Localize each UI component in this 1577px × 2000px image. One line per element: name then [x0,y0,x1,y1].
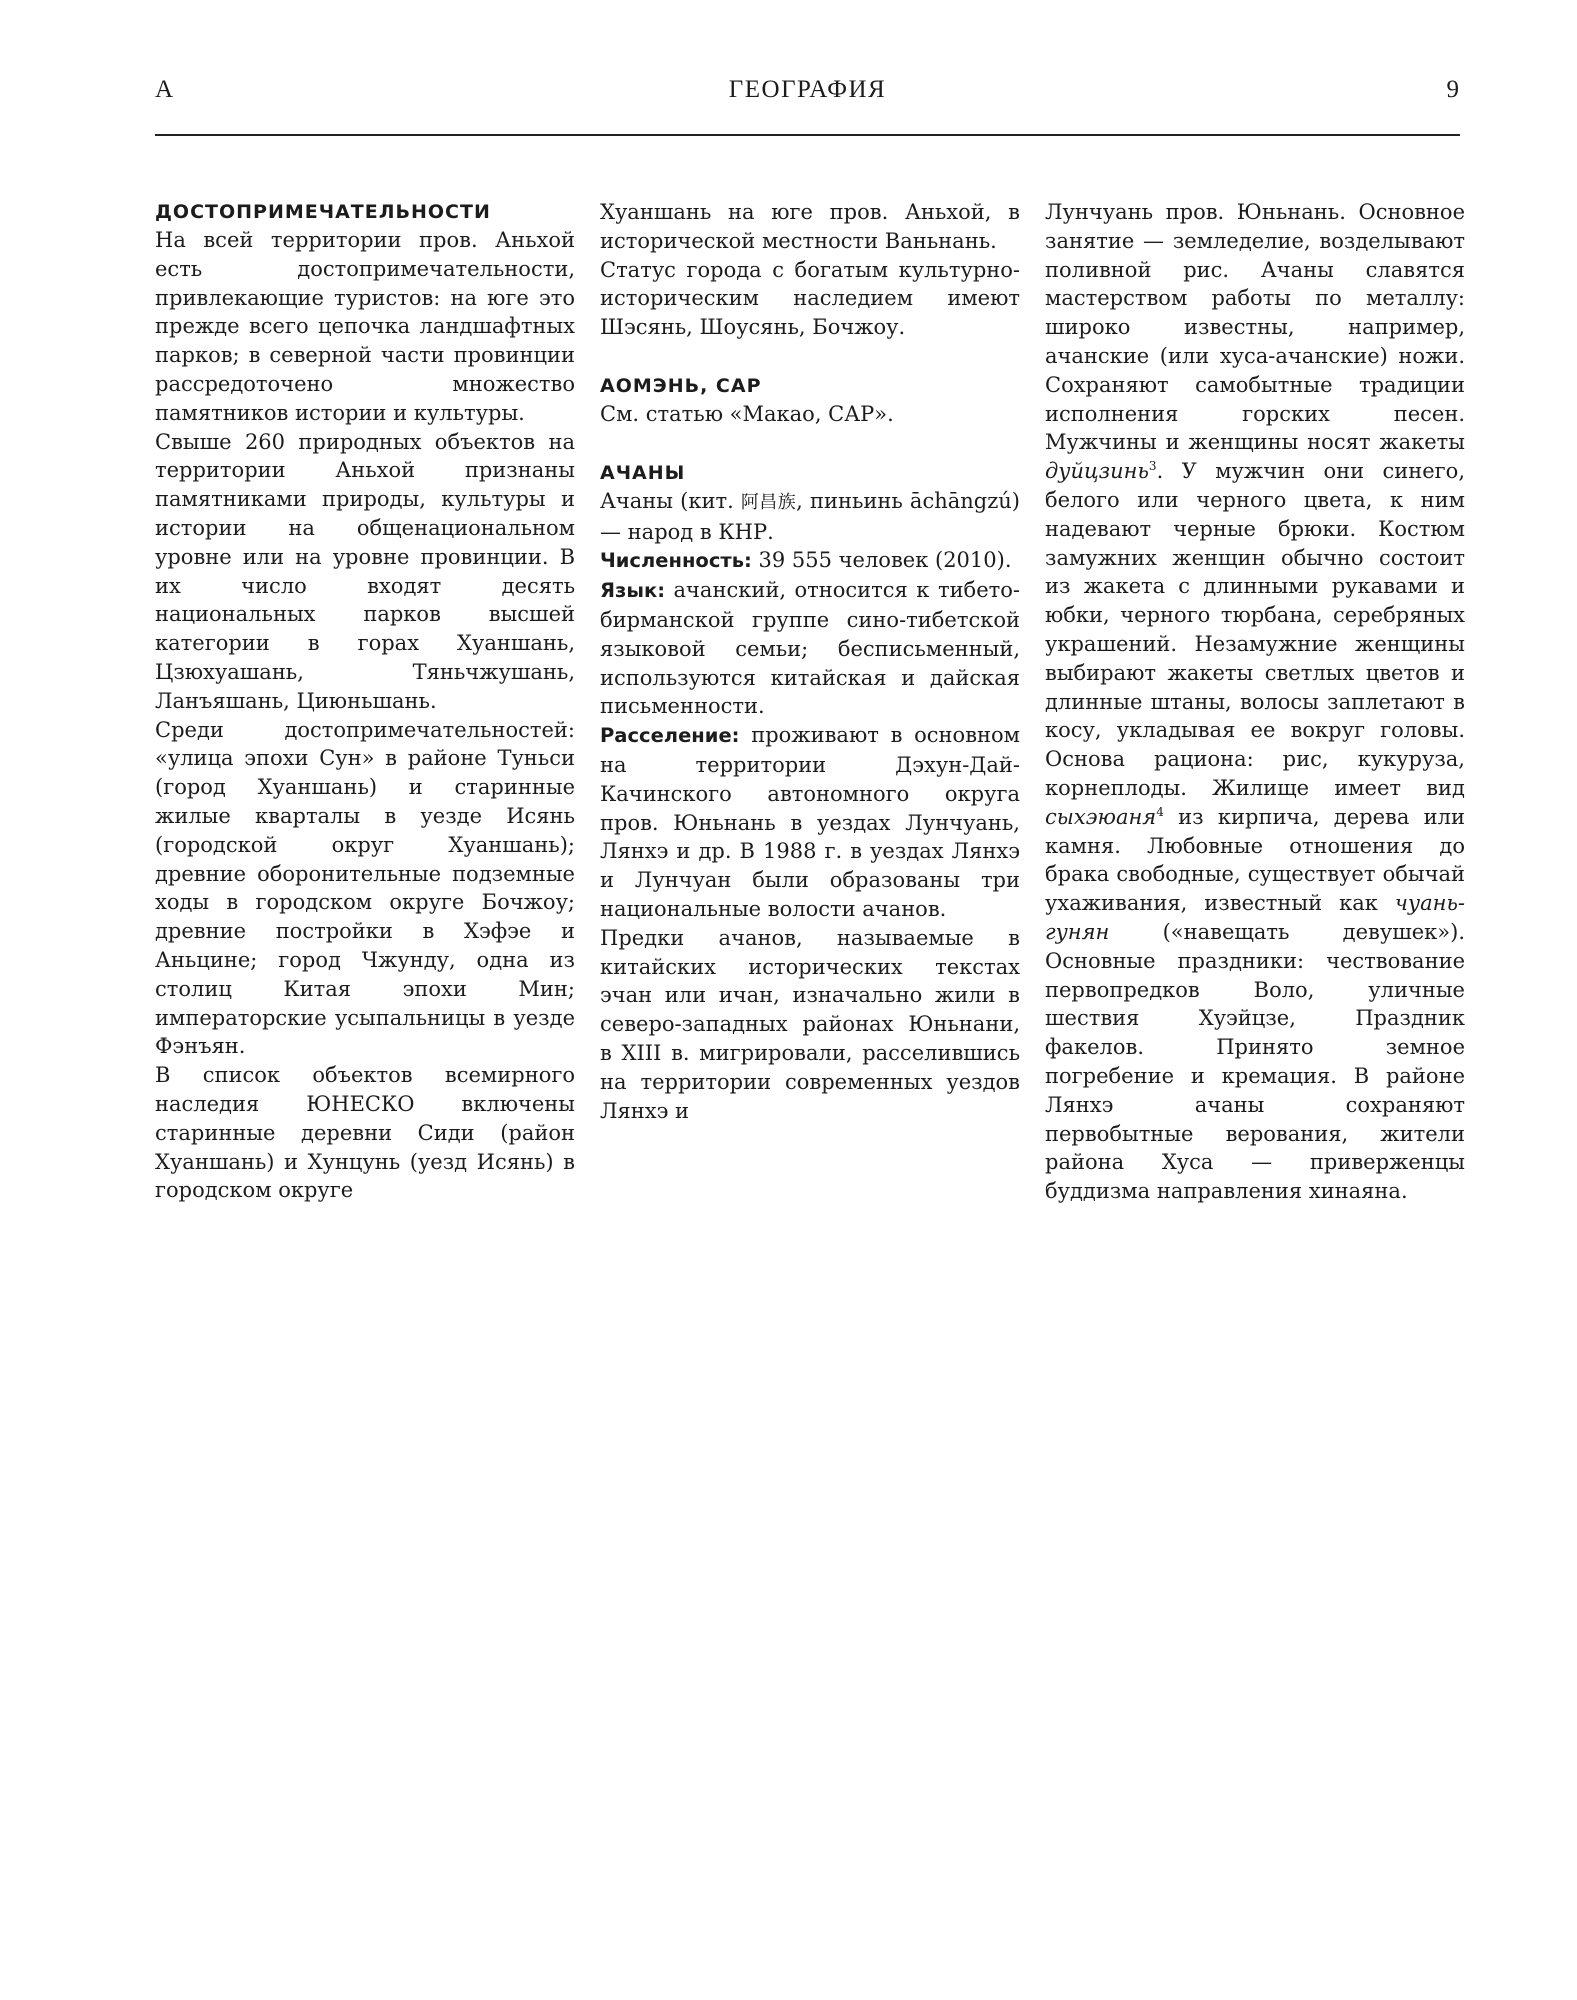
field-value: 39 555 человек (2010). [751,548,1012,573]
field-settlement [600,721,1020,924]
field-language [600,576,1020,721]
page-number: 9 [1446,76,1460,103]
heading-sights: ДОСТОПРИМЕЧАТЕЛЬНОСТИ [155,201,491,223]
header-letter: А [155,76,175,103]
term-italic: дуйцзинь [1045,459,1149,484]
intro-text: , пиньинь āchāngzú) — народ в КНР. [600,488,1020,544]
cross-reference: См. статью «Макао, САР». [600,401,894,426]
field-value: проживают в основном на территории Дэхун-Дай-Качинского автономного округа пров. Юньнань в уездах Лунчуань, Лянхэ и др. В 1988 г. в уездах Лянхэ и Лунчуан были образованы три национальные волости ачанов. [600,723,1020,921]
text-columns [155,198,1465,1206]
paragraph [1045,198,1465,1206]
intro-text: Ачаны (кит. [600,488,741,513]
paragraph: Статус города с богатым культурно-историческим наследием имеют Шэсянь, Шоусянь, Бочжоу. [600,257,1020,340]
text-run: . У мужчин они синего, белого или черного цвета, к ним надевают черные брюки. Костюм замужних женщин обычно состоит из жакета с длинными рукавами и юбки, черного тюрбана, серебряных украшений. Незамужние женщины выбирают жакеты светлых цветов и длинные штаны, волосы заплетают в косу, укладывая ее вокруг головы. Основа рациона: рис, кукуруза, корнеплоды. Жилище имеет вид [1045,459,1465,800]
column-2 [600,198,1020,1206]
column-1 [155,198,575,1206]
field-population [600,546,1020,576]
term-italic: чуань-гунян [1045,891,1465,944]
running-header [155,76,1460,116]
field-label: Расселение: [600,724,740,748]
field-label: Язык: [600,579,666,603]
field-label: Численность: [600,549,752,573]
footnote-marker: 3 [1148,459,1157,474]
chinese-characters: 阿昌族 [740,491,797,513]
text-run: Лунчуань пров. Юньнань. Основное занятие — земледелие, возделывают поливной рис. Ачаны славятся мастерством работы по металлу: широко известны, например, ачанские (или хуса-ачанские) ножи. Сохраняют самобытные традиции исполнения горских песен. Мужчины и женщины носят жакеты [1045,200,1465,455]
header-section-title: ГЕОГРАФИЯ [728,76,887,103]
paragraph: На всей территории пров. Аньхой есть достопримечательности, привлекающие туристов: на юге это прежде всего цепочка ландшафтных парков; в северной части провинции рассредоточено множество памятников истории и культуры. [155,228,575,425]
paragraph: Предки ачанов, называемые в китайских исторических текстах эчан или ичан, изначально жили в северо-западных районах Юньнани, в XIII в. мигрировали, расселившись на территории современных уездов Лянхэ и [600,925,1020,1123]
paragraph: Хуаншань на юге пров. Аньхой, в исторической местности Ваньнань. [600,200,1020,253]
heading-achany: АЧАНЫ [600,461,686,484]
paragraph: Свыше 260 природных объектов на территории Аньхой признаны памятниками природы, культуры и истории на общенациональном уровне или на уровне провинции. В их число входят десять национальных парков высшей категории в горах Хуаншань, Цзюхуашань, Тяньчжушань, Ланъяшань, Циюньшань. [155,429,575,713]
text-run: из кирпича, дерева или камня. Любовные отношения до брака свободные, существует обычай ухаживания, известный как [1045,804,1465,916]
paragraph: Среди достопримечательностей: «улица эпохи Сун» в районе Туньси (город Хуаншань) и старинные жилые кварталы в уезде Исянь (городской округ Хуаншань); древние оборонительные подземные ходы в городском округе Бочжоу; древние постройки в Хэфэе и Аньцине; город Чжунду, одна из столиц Китая эпохи Мин; императорские усыпальницы в уезде Фэнъян. [155,717,575,1059]
paragraph: В список объектов всемирного наследия ЮНЕСКО включены старинные деревни Сиди (район Хуаншань) и Хунцунь (уезд Исянь) в городском округе [155,1063,575,1203]
entry-intro [600,487,1020,547]
term-italic: сыхэюаня [1045,804,1157,829]
footnote-marker: 4 [1156,804,1164,819]
field-value: ачанский, относится к тибето-бирманской группе сино-тибетской языковой семьи; бесписьменный, используются китайская и дайская письменности. [600,578,1020,719]
text-run: («навещать девушек»). Основные праздники: чествование первопредков Воло, уличные шествия Хуэйцзе, Праздник факелов. Принято земное погребение и кремация. В районе Лянхэ ачаны сохраняют первобытные верования, жители района Хуса — приверженцы буддизма направления хинаяна. [1045,919,1465,1204]
header-rule [155,134,1460,136]
column-3 [1045,198,1465,1206]
heading-aomen: АОМЭНЬ, САР [600,374,762,397]
